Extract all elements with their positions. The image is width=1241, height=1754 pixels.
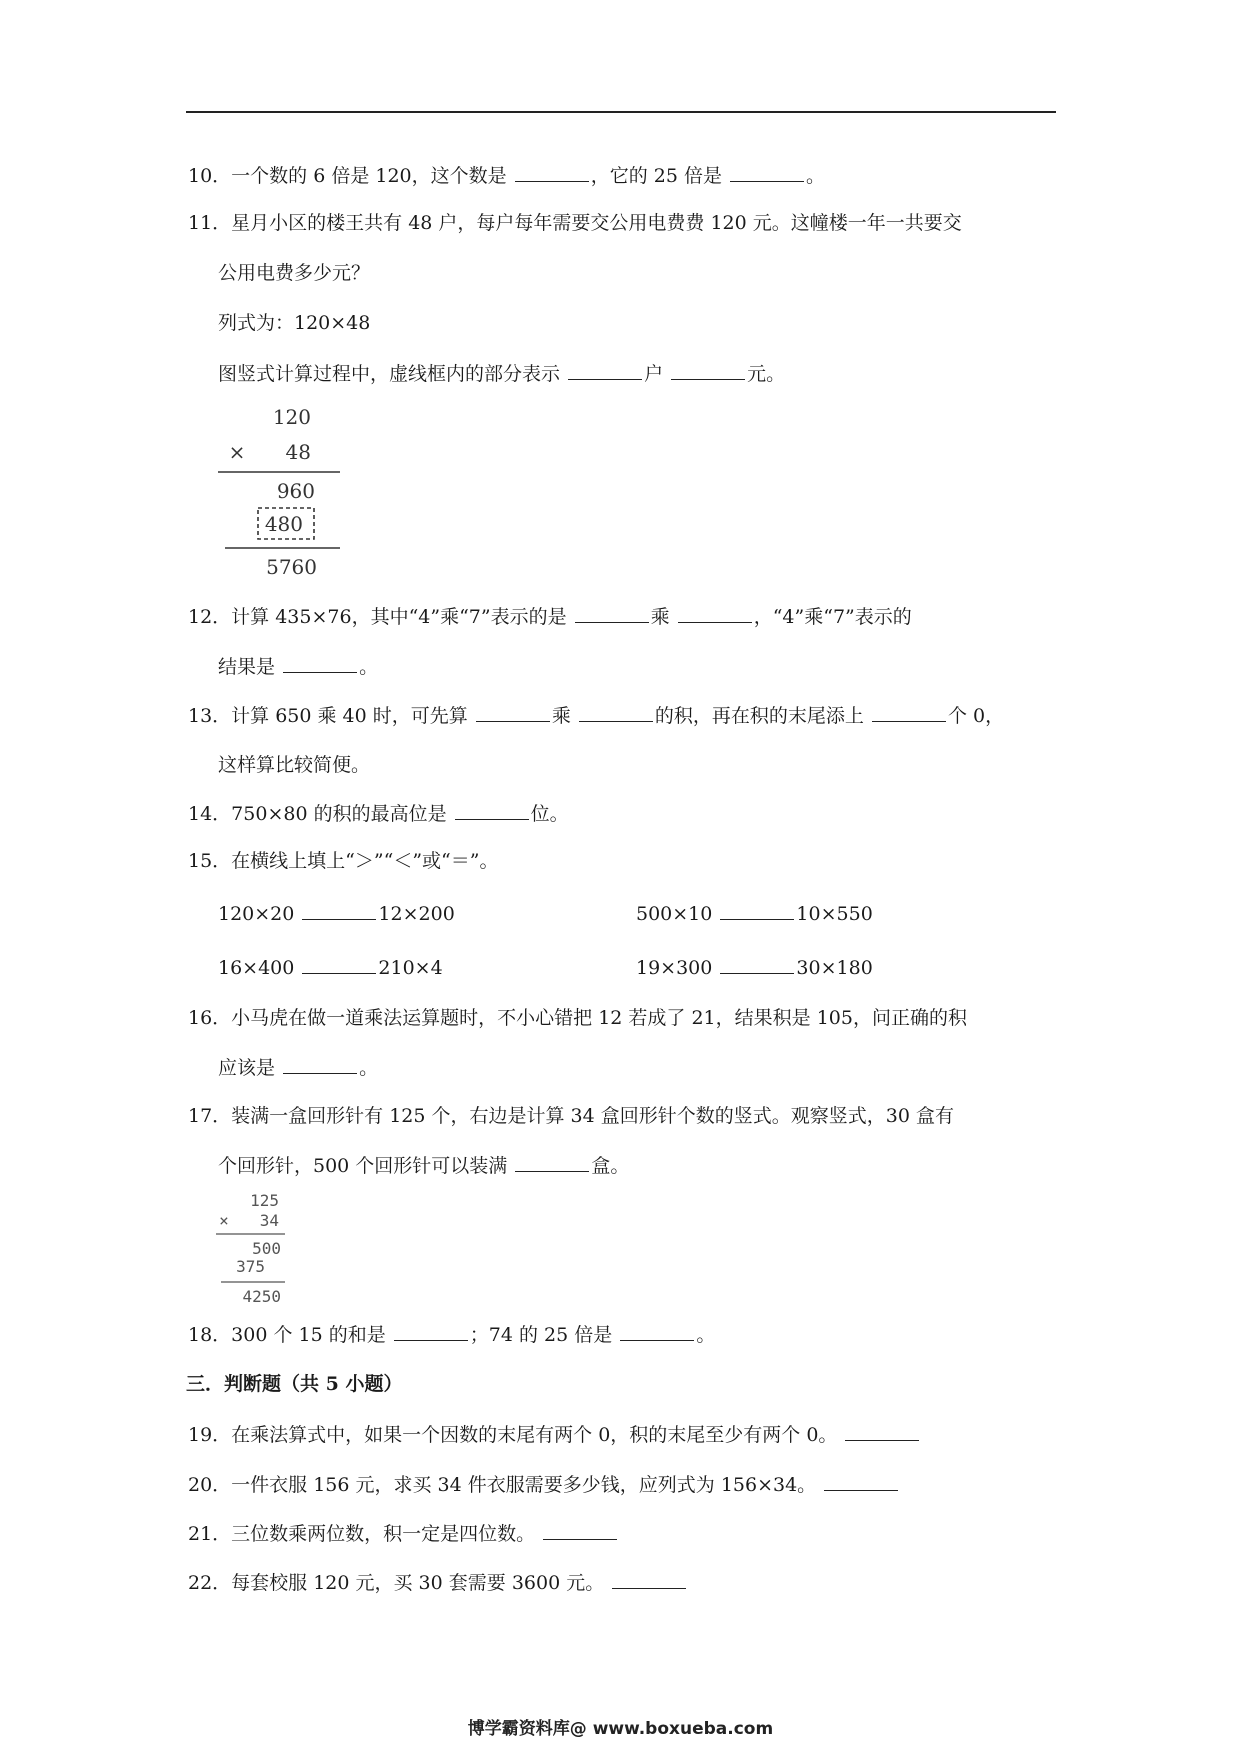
question-14: 14．750×80 的积的最高位是 位。: [188, 803, 569, 825]
question-12-line2: 结果是 。: [218, 656, 379, 678]
section-heading: 三．判断题（共 5 小题）: [186, 1373, 403, 1395]
answer-blank[interactable]: [671, 361, 745, 380]
calc-times-sign: ×: [228, 440, 246, 464]
question-17-line2: 个回形针，500 个回形针可以装满 盒。: [218, 1155, 630, 1177]
question-20: 20．一件衣服 156 元，求买 34 件衣服需要多少钱，应列式为 156×34。: [188, 1472, 900, 1497]
answer-blank[interactable]: [543, 1521, 617, 1540]
answer-blank[interactable]: [302, 955, 376, 974]
calc-times-sign: ×: [219, 1211, 229, 1230]
question-15: 15．在横线上填上“＞”“＜”或“＝”。: [188, 850, 499, 872]
question-11: 11．星月小区的楼王共有 48 户，每户每年需要交公用电费费 120 元。这幢楼一年一共要交: [188, 212, 962, 234]
answer-blank[interactable]: [579, 703, 653, 722]
question-19: 19．在乘法算式中，如果一个因数的末尾有两个 0，积的末尾至少有两个 0。: [188, 1422, 921, 1447]
question-16-line2: 应该是 。: [218, 1057, 379, 1079]
question-11-line4: 图竖式计算过程中，虚线框内的部分表示 户 元。: [218, 363, 786, 385]
question-18: 18．300 个 15 的和是 ；74 的 25 倍是 。: [188, 1324, 716, 1346]
answer-blank[interactable]: [568, 361, 642, 380]
calc-multiplicand: 125: [250, 1191, 279, 1210]
question-21: 21．三位数乘两位数，积一定是四位数。: [188, 1521, 619, 1546]
answer-blank[interactable]: [678, 604, 752, 623]
vertical-multiplication-125x34: [215, 1188, 295, 1310]
comparison-item: 16×400 210×4: [218, 957, 443, 979]
answer-blank[interactable]: [872, 703, 946, 722]
header-rule: [186, 111, 1056, 113]
answer-blank[interactable]: [720, 955, 794, 974]
question-12: 12．计算 435×76，其中“4”乘“7”表示的是 乘 ，“4”乘“7”表示的: [188, 606, 912, 628]
answer-blank[interactable]: [476, 703, 550, 722]
calc-result: 4250: [242, 1287, 281, 1306]
calc-partial-product-2: 480: [264, 512, 303, 536]
calc-multiplier: 34: [259, 1211, 279, 1230]
answer-blank[interactable]: [575, 604, 649, 623]
question-22: 22．每套校服 120 元，买 30 套需要 3600 元。: [188, 1570, 688, 1595]
answer-blank[interactable]: [515, 1153, 589, 1172]
answer-blank[interactable]: [515, 163, 589, 182]
question-17: 17．装满一盒回形针有 125 个，右边是计算 34 盒回形针个数的竖式。观察竖式，30 盒有: [188, 1105, 954, 1127]
comparison-item: 120×20 12×200: [218, 903, 455, 925]
answer-blank[interactable]: [283, 654, 357, 673]
question-13: 13．计算 650 乘 40 时，可先算 乘 的积，再在积的末尾添上 个 0，: [188, 705, 1005, 727]
comparison-item: 500×10 10×550: [636, 903, 873, 925]
question-10: 10．一个数的 6 倍是 120，这个数是 ，它的 25 倍是 。: [188, 165, 826, 187]
question-13-line2: 这样算比较简便。: [218, 754, 371, 776]
calc-multiplier: 48: [285, 440, 311, 464]
calc-result: 5760: [266, 555, 317, 579]
question-16: 16．小马虎在做一道乘法运算题时，不小心错把 12 若成了 21，结果积是 105，问正确的积: [188, 1007, 967, 1029]
calc-partial-product-1: 500: [252, 1239, 281, 1258]
answer-blank[interactable]: [730, 163, 804, 182]
answer-blank[interactable]: [720, 901, 794, 920]
answer-blank[interactable]: [612, 1570, 686, 1589]
footer-watermark: 博学霸资料库@ www.boxueba.com: [467, 1719, 774, 1739]
answer-blank[interactable]: [455, 801, 529, 820]
answer-blank[interactable]: [283, 1055, 357, 1074]
calc-partial-product-2: 375: [236, 1257, 265, 1276]
answer-blank[interactable]: [302, 901, 376, 920]
calc-multiplicand: 120: [272, 405, 311, 429]
vertical-multiplication-120x48: [215, 400, 345, 580]
comparison-item: 19×300 30×180: [636, 957, 873, 979]
answer-blank[interactable]: [845, 1422, 919, 1441]
answer-blank[interactable]: [824, 1472, 898, 1491]
question-11-line2: 公用电费多少元？: [218, 262, 371, 284]
answer-blank[interactable]: [620, 1322, 694, 1341]
formula-line: 列式为：120×48: [218, 312, 371, 334]
calc-partial-product-1: 960: [276, 479, 315, 503]
answer-blank[interactable]: [394, 1322, 468, 1341]
